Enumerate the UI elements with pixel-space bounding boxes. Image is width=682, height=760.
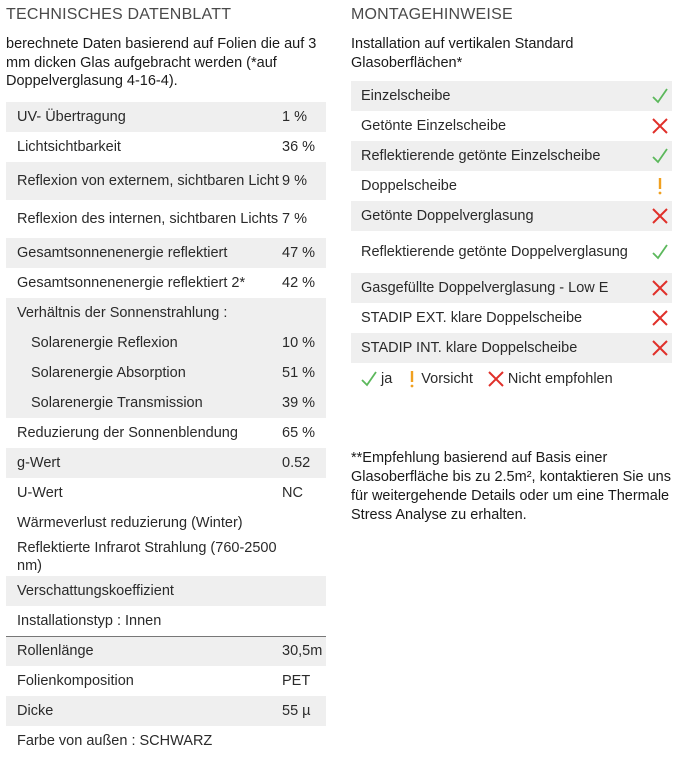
item-label: Getönte Einzelscheibe [361, 118, 507, 134]
item-label: STADIP EXT. klare Doppelscheibe [361, 310, 583, 326]
row-value: 7 % [282, 210, 307, 227]
datasheet-table [6, 102, 326, 756]
row-value: 1 % [282, 108, 307, 125]
warning-icon [648, 177, 672, 195]
row-label: g-Wert [17, 454, 61, 471]
row-label: Verschattungskoeffizient [17, 582, 174, 599]
row-value: 36 % [282, 138, 316, 155]
row-value: 42 % [282, 274, 316, 291]
row-label: Reduzierung der Sonnenblendung [17, 424, 238, 441]
table-row [6, 696, 326, 726]
table-row [6, 418, 326, 448]
warning-icon [406, 370, 418, 388]
item-label: Doppelscheibe [361, 178, 457, 194]
row-label: Dicke [17, 702, 54, 719]
row-label: Solarenergie Absorption [31, 364, 186, 381]
legend-yes [360, 370, 392, 388]
row-value: PET [282, 672, 311, 689]
check-icon [648, 87, 672, 105]
installation-notes [351, 0, 672, 525]
item-label: Gasgefüllte Doppelverglasung - Low E [361, 280, 609, 296]
legend-no-label: Nicht empfohlen [507, 371, 613, 387]
item-label: Reflektierende getönte Doppelverglasung [361, 244, 628, 260]
cross-icon [648, 309, 672, 327]
row-label: Reflektierte Infrarot Strahlung (760-2500 nm) [17, 539, 277, 574]
row-label: U-Wert [17, 484, 63, 501]
cross-icon [648, 117, 672, 135]
row-label: Solarenergie Transmission [31, 394, 203, 411]
cross-icon [648, 339, 672, 357]
cross-icon [487, 370, 505, 388]
item-label: Getönte Doppelverglasung [361, 208, 534, 224]
table-row [6, 478, 326, 508]
legend [351, 370, 672, 388]
list-item [351, 81, 672, 111]
row-value: 39 % [282, 394, 316, 411]
table-row [6, 102, 326, 132]
list-item [351, 333, 672, 363]
table-row [6, 200, 326, 238]
row-label: Installationstyp : Innen [17, 612, 162, 629]
row-value: 47 % [282, 244, 316, 261]
installation-table [351, 81, 672, 363]
item-label: STADIP INT. klare Doppelscheibe [361, 340, 578, 356]
installation-intro: Installation auf vertikalen Standard Glasoberflächen* [351, 36, 574, 71]
row-label: Rollenlänge [17, 643, 94, 659]
table-row [6, 666, 326, 696]
row-label: Reflexion des internen, sichtbaren Lichts [17, 210, 279, 227]
table-row [6, 268, 326, 298]
list-item [351, 171, 672, 201]
legend-caution [406, 370, 473, 388]
table-row [6, 132, 326, 162]
row-label: Solarenergie Reflexion [31, 334, 178, 351]
cross-icon [648, 279, 672, 297]
row-label: Folienkomposition [17, 672, 134, 689]
table-row [6, 388, 326, 418]
datasheet-title: TECHNISCHES DATENBLATT [6, 6, 232, 23]
row-label: Reflexion von externem, sichtbaren Licht [17, 172, 279, 189]
table-row [6, 448, 326, 478]
legend-yes-label: ja [381, 371, 393, 387]
row-label: Lichtsichtbarkeit [17, 138, 121, 155]
list-item [351, 201, 672, 231]
item-label: Einzelscheibe [361, 88, 451, 104]
list-item [351, 303, 672, 333]
table-row [6, 538, 326, 576]
table-row [6, 358, 326, 388]
row-label: Gesamtsonnenenergie reflektiert 2* [17, 274, 246, 291]
table-row [6, 298, 326, 328]
table-row [6, 726, 326, 756]
check-icon [648, 243, 672, 261]
row-value: 0.52 [282, 454, 311, 471]
datasheet-intro: berechnete Daten basierend auf Folien die auf 3 mm dicken Glas aufgebracht werden (*auf Doppelverglasung 4-16-4). [6, 36, 317, 89]
row-value: 10 % [282, 334, 316, 351]
table-row [6, 576, 326, 606]
table-row [6, 508, 326, 538]
row-label: Verhältnis der Sonnenstrahlung : [17, 304, 228, 321]
row-value: 55 µ [282, 702, 311, 719]
table-row [6, 238, 326, 268]
row-value: 30,5m [282, 643, 323, 659]
row-label: Gesamtsonnenenergie reflektiert [17, 244, 228, 261]
row-label: Farbe von außen : SCHWARZ [17, 732, 213, 749]
table-row [6, 636, 326, 666]
technical-datasheet [6, 0, 326, 756]
row-value: 9 % [282, 172, 307, 189]
legend-no [487, 370, 613, 388]
check-icon [360, 370, 378, 388]
list-item [351, 231, 672, 273]
row-label: Wärmeverlust reduzierung (Winter) [17, 514, 243, 531]
list-item [351, 141, 672, 171]
installation-title: MONTAGEHINWEISE [351, 6, 513, 23]
cross-icon [648, 207, 672, 225]
check-icon [648, 147, 672, 165]
footnote: **Empfehlung basierend auf Basis einer Glasoberfläche bis zu 2.5m², kontaktieren Sie uns für weitergehende Details oder um eine Thermale Stress Analyse zu erhalten. [351, 450, 671, 523]
item-label: Reflektierende getönte Einzelscheibe [361, 148, 601, 164]
row-value: 51 % [282, 364, 316, 381]
table-row [6, 606, 326, 636]
row-value: NC [282, 484, 303, 501]
table-row [6, 162, 326, 200]
row-value: 65 % [282, 424, 316, 441]
row-label: UV- Übertragung [17, 108, 126, 125]
legend-caution-label: Vorsicht [421, 371, 473, 387]
list-item [351, 273, 672, 303]
list-item [351, 111, 672, 141]
table-row [6, 328, 326, 358]
